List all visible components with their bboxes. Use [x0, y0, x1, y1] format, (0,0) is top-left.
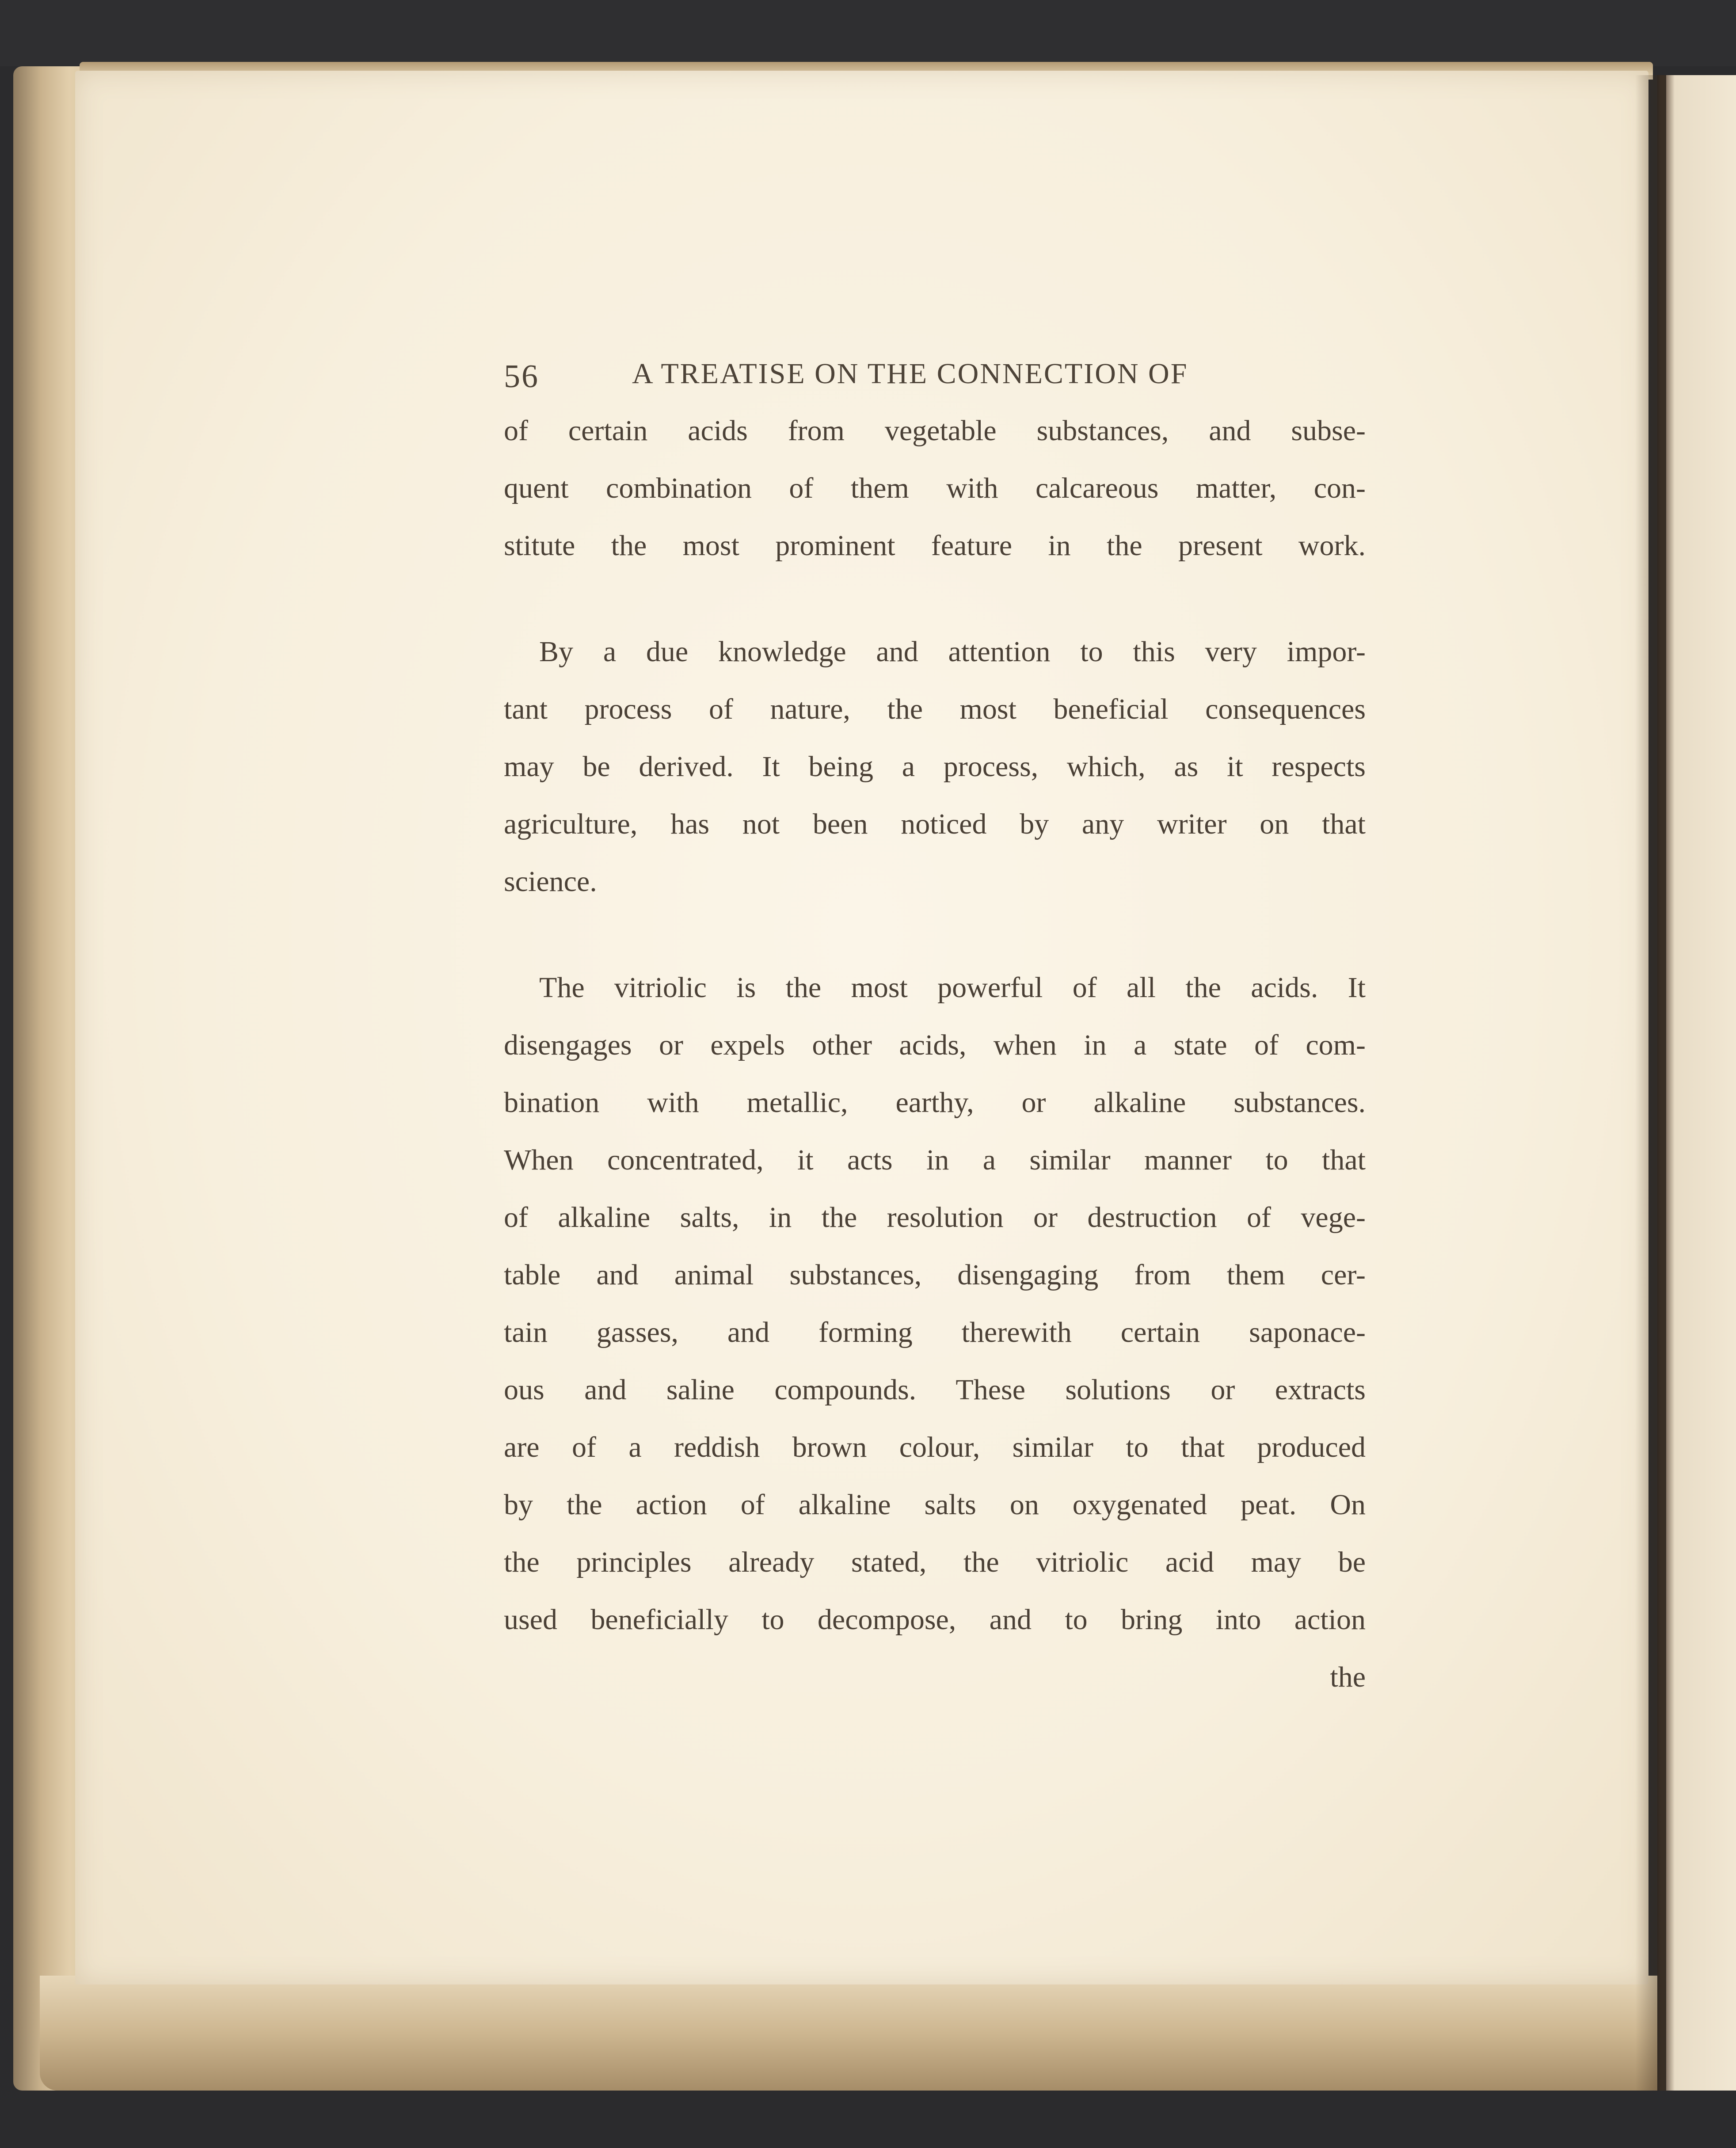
- text-line: agriculture, has not been noticed by any writer on that: [504, 808, 1366, 840]
- running-head: [504, 345, 1366, 402]
- text-line: of certain acids from vegetable substances, and subse-: [504, 415, 1366, 447]
- page-number: 56: [504, 358, 539, 395]
- background-cloth: [0, 0, 1736, 66]
- text-line: tain gasses, and forming therewith certain saponace-: [504, 1316, 1366, 1348]
- text-block: [504, 345, 1366, 1706]
- paragraph-1: [504, 402, 1366, 575]
- text-line: may be derived. It being a process, which, as it respects: [504, 750, 1366, 783]
- page-gutter-shadow: [1635, 75, 1666, 2091]
- text-line: By a due knowledge and attention to this very impor-: [539, 636, 1366, 668]
- text-line: used beneficially to decompose, and to bring into action: [504, 1603, 1366, 1636]
- text-line: the principles already stated, the vitriolic acid may be: [504, 1546, 1366, 1578]
- text-line: of alkaline salts, in the resolution or destruction of vege-: [504, 1201, 1366, 1234]
- text-line: table and animal substances, disengaging from them cer-: [504, 1259, 1366, 1291]
- facing-page: [1657, 75, 1736, 2091]
- text-line: by the action of alkaline salts on oxygenated peat. On: [504, 1489, 1366, 1521]
- text-line: ous and saline compounds. These solutions or extracts: [504, 1374, 1366, 1406]
- text-line: disengages or expels other acids, when in a state of com-: [504, 1029, 1366, 1061]
- catchword: the: [1330, 1661, 1366, 1693]
- text-line: are of a reddish brown colour, similar to that produced: [504, 1431, 1366, 1463]
- paragraph-3: [504, 959, 1366, 1706]
- text-line: science.: [504, 865, 597, 898]
- text-line: tant process of nature, the most beneficial consequences: [504, 693, 1366, 725]
- text-line: When concentrated, it acts in a similar manner to that: [504, 1144, 1366, 1176]
- text-line: quent combination of them with calcareous matter, con-: [504, 472, 1366, 504]
- paragraph-2: [504, 623, 1366, 910]
- text-line: The vitriolic is the most powerful of all the acids. It: [539, 971, 1366, 1004]
- running-title: A TREATISE ON THE CONNECTION OF: [632, 358, 1188, 390]
- text-line: bination with metallic, earthy, or alkaline substances.: [504, 1086, 1366, 1119]
- text-line: stitute the most prominent feature in the present work.: [504, 529, 1366, 562]
- book-edge-bottom: [40, 1976, 1675, 2091]
